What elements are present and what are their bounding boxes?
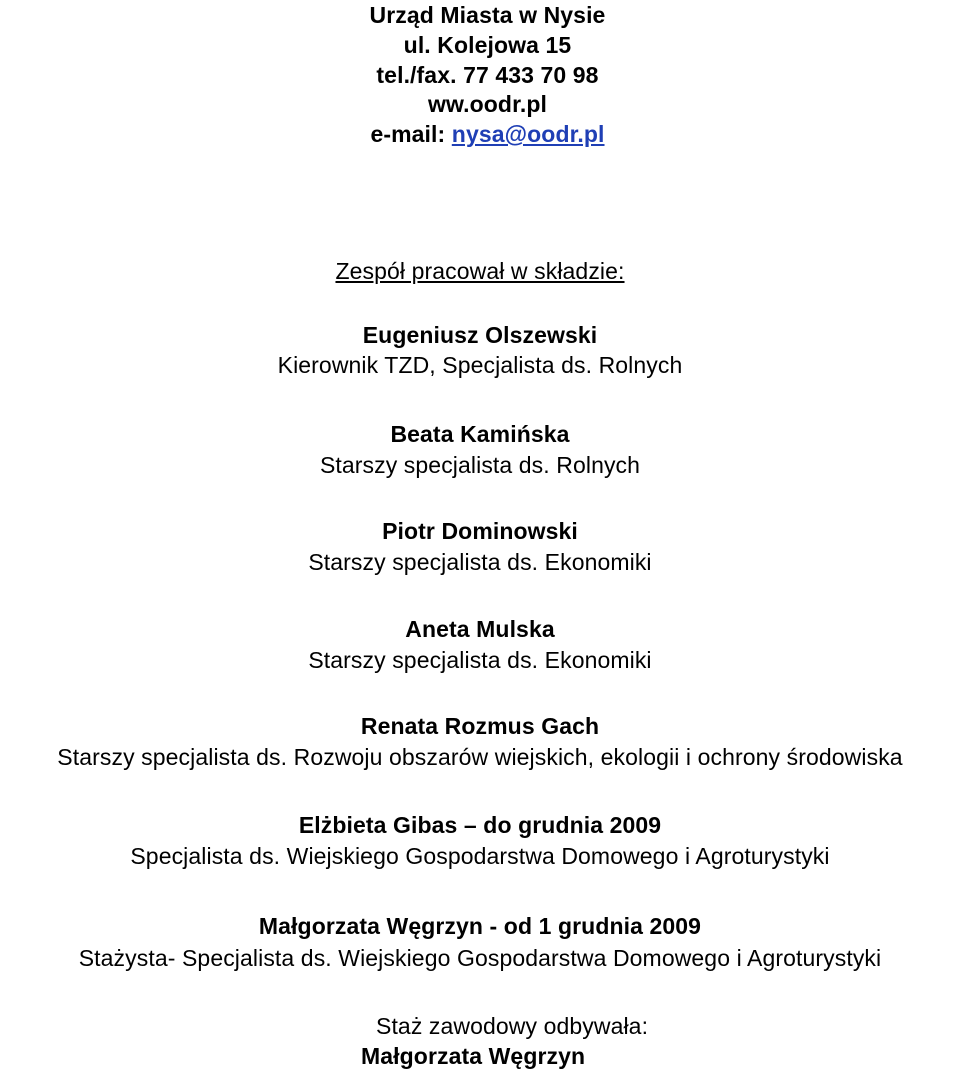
office-website: ww.oodr.pl xyxy=(428,91,547,117)
member-name: Renata Rozmus Gach xyxy=(360,713,600,739)
member-name: Elżbieta Gibas – do grudnia 2009 xyxy=(298,812,662,838)
office-phone: tel./fax. 77 433 70 98 xyxy=(376,62,599,88)
member-role: Starszy specjalista ds. Rozwoju obszarów wiejskich, ekologii i ochrony środowiska xyxy=(57,744,903,770)
internship-name: Małgorzata Węgrzyn xyxy=(361,1043,586,1069)
office-name: Urząd Miasta w Nysie xyxy=(369,2,606,28)
office-street: ul. Kolejowa 15 xyxy=(403,32,572,58)
member-role: Specjalista ds. Wiejskiego Gospodarstwa Domowego i Agroturystyki xyxy=(130,843,830,869)
email-label: e-mail: xyxy=(370,121,452,147)
office-email-line xyxy=(0,119,960,149)
member-role: Stażysta- Specjalista ds. Wiejskiego Gospodarstwa Domowego i Agroturystyki xyxy=(78,945,882,971)
member-name: Beata Kamińska xyxy=(390,421,570,447)
member-role: Kierownik TZD, Specjalista ds. Rolnych xyxy=(277,352,683,378)
member-role: Starszy specjalista ds. Ekonomiki xyxy=(308,549,652,575)
member-role: Starszy specjalista ds. Ekonomiki xyxy=(308,647,652,673)
member-name: Piotr Dominowski xyxy=(382,518,578,544)
email-link[interactable]: nysa@oodr.pl xyxy=(451,121,605,147)
member-name: Małgorzata Węgrzyn - od 1 grudnia 2009 xyxy=(258,913,702,939)
member-role: Starszy specjalista ds. Rolnych xyxy=(319,452,641,478)
team-heading: Zespół pracował w składzie: xyxy=(335,258,625,284)
member-name: Aneta Mulska xyxy=(405,616,555,642)
member-name: Eugeniusz Olszewski xyxy=(362,322,598,348)
internship-label: Staż zawodowy odbywała: xyxy=(376,1013,649,1039)
